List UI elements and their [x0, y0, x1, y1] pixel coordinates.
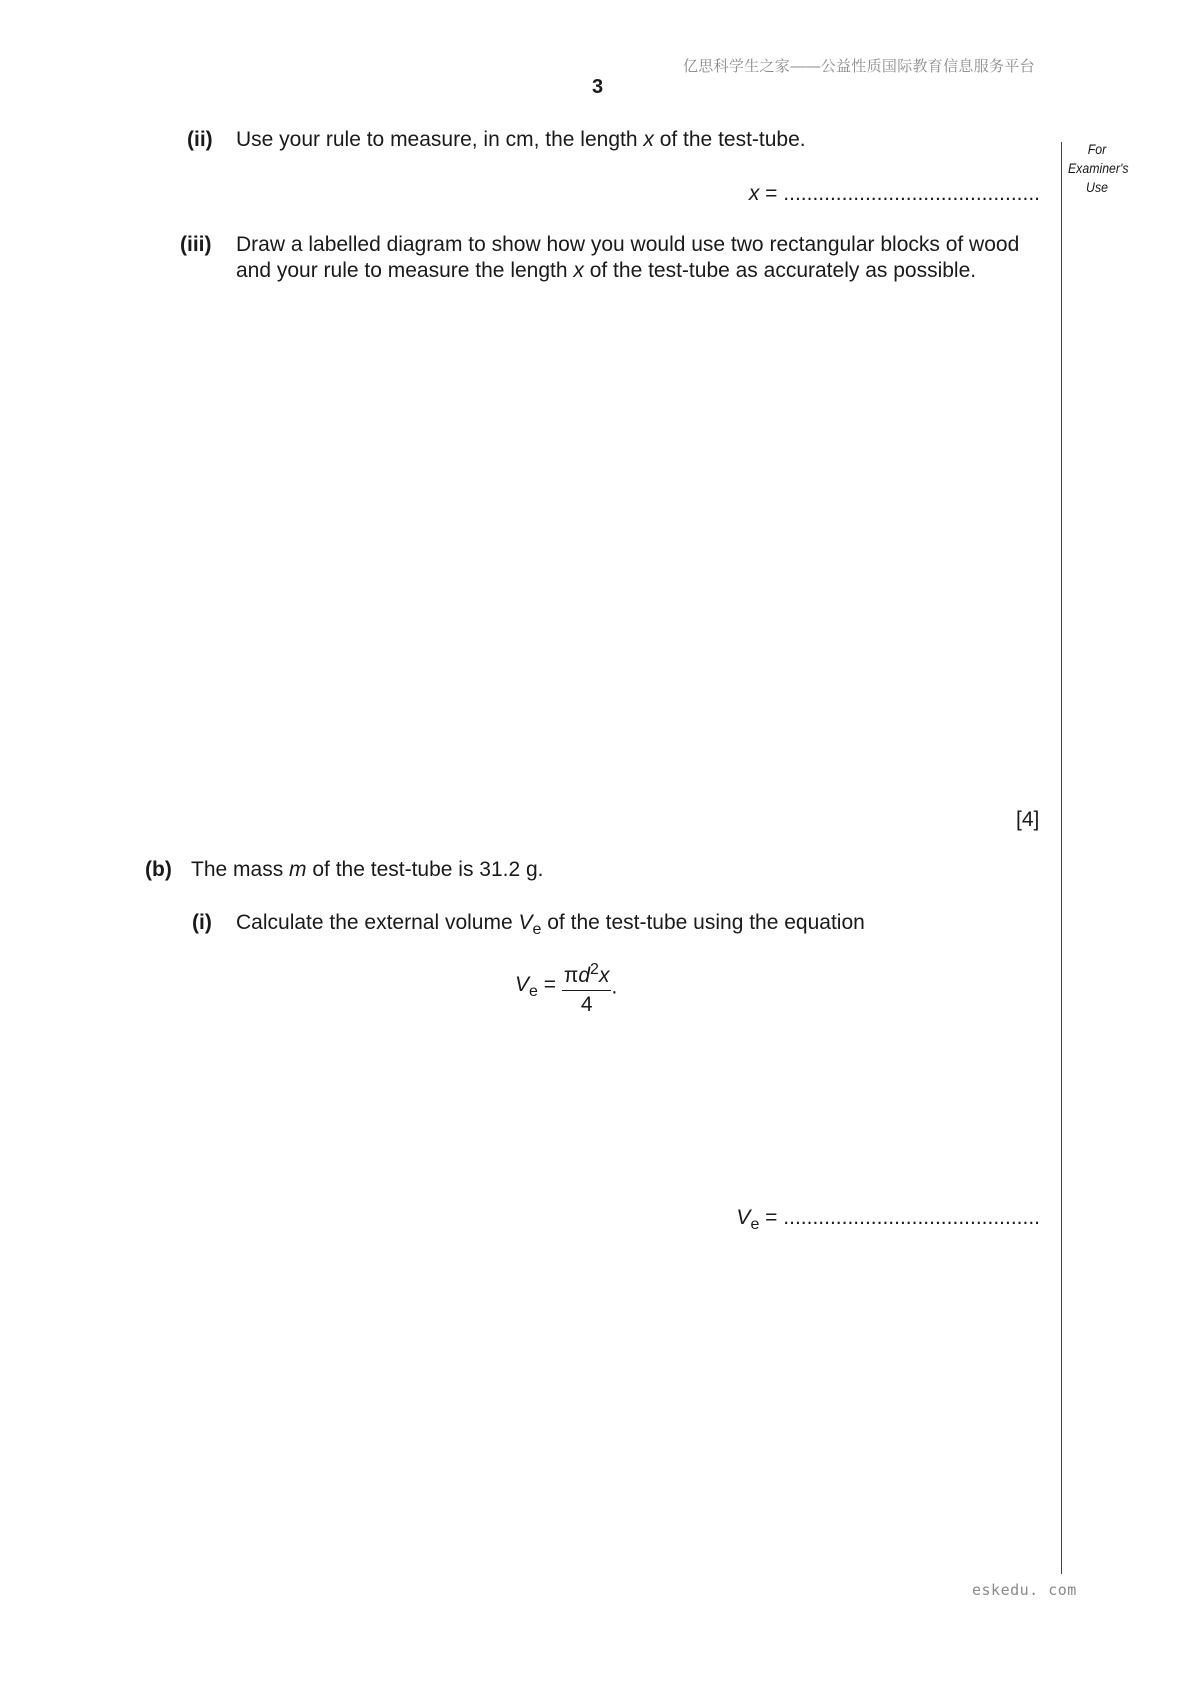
question-a-iii-line-1: Draw a labelled diagram to show how you would use two rectangular blocks of wood: [236, 233, 1020, 256]
page-number: 3: [592, 76, 604, 98]
question-b-text: The mass m of the test-tube is 31.2 g.: [191, 858, 544, 881]
watermark-header: 亿思科学生之家——公益性质国际教育信息服务平台: [683, 58, 1035, 75]
examiner-line-2: Examiner's: [1067, 160, 1129, 176]
question-number-a-ii: (ii): [187, 128, 213, 151]
examiner-use-label: [1067, 140, 1129, 197]
volume-equation: $V_e$ = $\frac{\pi d^2x}{4}$ .: [515, 958, 617, 1017]
question-b-i-text: Calculate the external volume $V_e$ of the test-tube using the equation: [236, 911, 865, 939]
question-number-b-i: (i): [192, 911, 212, 934]
question-number-a-iii: (iii): [180, 233, 212, 256]
answer-line-x[interactable]: x = ............................................: [748, 182, 1040, 205]
examiner-line-1: For: [1087, 141, 1107, 157]
marks-a-iii: [4]: [1016, 808, 1040, 831]
question-a-ii-text: Use your rule to measure, in cm, the length x of the test-tube.: [236, 128, 806, 151]
equation-fraction: $\frac{\pi d^2x}{4}$: [562, 958, 612, 1017]
answer-line-ve[interactable]: $V_e$ = ............................................: [736, 1206, 1040, 1234]
question-a-iii-line-2: and your rule to measure the length x of the test-tube as accurately as possible.: [236, 259, 977, 282]
examiner-margin-rule: [1061, 142, 1062, 1574]
diagram-answer-space[interactable]: [236, 300, 1036, 790]
footer-watermark: eskedu. com: [972, 1581, 1077, 1599]
question-number-b: (b): [145, 858, 172, 881]
examiner-line-3: Use: [1086, 179, 1108, 195]
working-space-b-i[interactable]: [236, 1010, 1036, 1190]
